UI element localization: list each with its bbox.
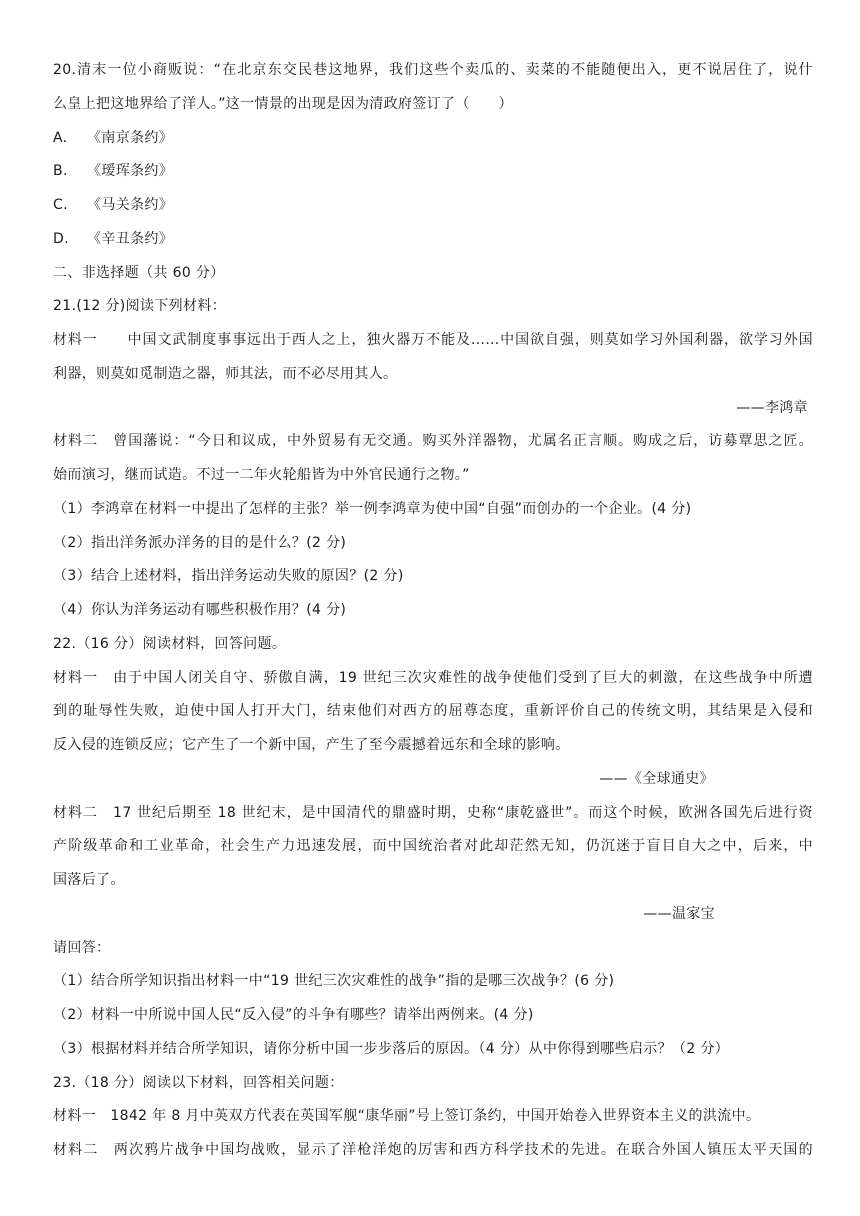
section-two-heading: 二、非选择题（共 60 分） (53, 265, 225, 281)
option-text: 《辛丑条约》 (87, 231, 174, 247)
q21-sub-question-4: （4）你认为洋务运动有哪些积极作用？(4 分) (53, 602, 347, 618)
option-text: 《马关条约》 (87, 197, 174, 213)
q20-stem-line-1: 20.清末一位小商贩说：“在北京东交民巷这地界，我们这些个卖瓜的、卖菜的不能随便出入，更不说居住了，说什 (53, 62, 813, 78)
q21-sub-question-2: （2）指出洋务派办洋务的目的是什么？(2 分) (53, 535, 347, 551)
option-letter: B. (53, 163, 68, 179)
q22-sub-question-1: （1）结合所学知识指出材料一中“19 世纪三次灾难性的战争”指的是哪三次战争？(6 分) (53, 973, 615, 989)
option-letter: C. (53, 197, 68, 213)
q23-heading: 23.（18 分）阅读以下材料，回答相关问题： (53, 1075, 344, 1091)
q22-material-2-line-1: 材料二 17 世纪后期至 18 世纪末，是中国清代的鼎盛时期，史称“康乾盛世”。而这个时候，欧洲各国先后进行资 (53, 805, 813, 821)
q21-sub-question-3: （3）结合上述材料，指出洋务运动失败的原因？(2 分) (53, 568, 404, 584)
q21-heading: 21.(12 分)阅读下列材料： (53, 298, 227, 314)
q22-material-1-line-3: 反入侵的连锁反应；它产生了一个新中国，产生了至今震撼着远东和全球的影响。 (53, 737, 570, 753)
q20-stem-line-2: 么皇上把这地界给了洋人。”这一情景的出现是因为清政府签订了（ ） (53, 96, 513, 112)
q21-material-1-line-1: 材料一 中国文武制度事事远出于西人之上，独火器万不能及……中国欲自强，则莫如学习外国利器，欲学习外国 (53, 332, 813, 348)
q21-material-1-line-2: 利器，则莫如觅制造之器，师其法，而不必尽用其人。 (53, 366, 398, 382)
q22-sub-question-3: （3）根据材料并结合所学知识，请你分析中国一步步落后的原因。（4 分）从中你得到哪些启示？（2 分） (53, 1041, 730, 1057)
q20-option-c (53, 195, 813, 215)
q20-option-b (53, 161, 813, 181)
q22-material-2-line-2: 产阶级革命和工业革命，社会生产力迅速发展，而中国统治者对此却茫然无知，仍沉迷于盲目自大之中，后来，中 (53, 838, 813, 854)
q22-material-2-line-3: 国落后了。 (53, 872, 125, 888)
option-letter: D. (53, 231, 69, 247)
q21-material-1-source: ——李鸿章 (736, 400, 808, 416)
q21-material-2-line-2: 始而演习，继而试造。不过一二年火轮船皆为中外官民通行之物。” (53, 467, 470, 483)
q22-material-1-line-2: 到的耻辱性失败，迫使中国人打开大门，结束他们对西方的屈尊态度，重新评价自己的传统文明，其结果是入侵和 (53, 703, 813, 719)
q22-sub-question-2: （2）材料一中所说中国人民“反入侵”的斗争有哪些？请举出两例来。(4 分) (53, 1007, 534, 1023)
q22-material-1-line-1: 材料一 由于中国人闭关自守、骄傲自满，19 世纪三次灾难性的战争使他们受到了巨大的刺激，在这些战争中所遭 (53, 670, 813, 686)
option-letter: A. (53, 130, 68, 146)
q23-material-2-line-1: 材料二 两次鸦片战争中国均战败，显示了洋枪洋炮的厉害和西方科学技术的先进。在联合外国人镇压太平天国的 (53, 1142, 813, 1158)
q23-material-1: 材料一 1842 年 8 月中英双方代表在英国军舰“康华丽”号上签订条约，中国开始卷入世界资本主义的洪流中。 (53, 1108, 761, 1124)
q22-material-1-source: ——《全球通史》 (599, 771, 714, 787)
q22-material-2-source: ——温家宝 (643, 906, 715, 922)
q21-material-2-line-1: 材料二 曾国藩说：“今日和议成，中外贸易有无交通。购买外洋器物，尤属名正言顺。购成之后，访募覃思之匠。 (53, 433, 813, 449)
option-text: 《南京条约》 (87, 130, 174, 146)
q20-option-a (53, 128, 813, 148)
q20-option-d (53, 229, 813, 249)
option-text: 《瑷珲条约》 (87, 163, 174, 179)
q21-sub-question-1: （1）李鸿章在材料一中提出了怎样的主张？举一例李鸿章为使中国“自强”而创办的一个企业。(4 分) (53, 501, 692, 517)
q22-prompt: 请回答： (53, 940, 111, 956)
q22-heading: 22.（16 分）阅读材料，回答问题。 (53, 636, 287, 652)
